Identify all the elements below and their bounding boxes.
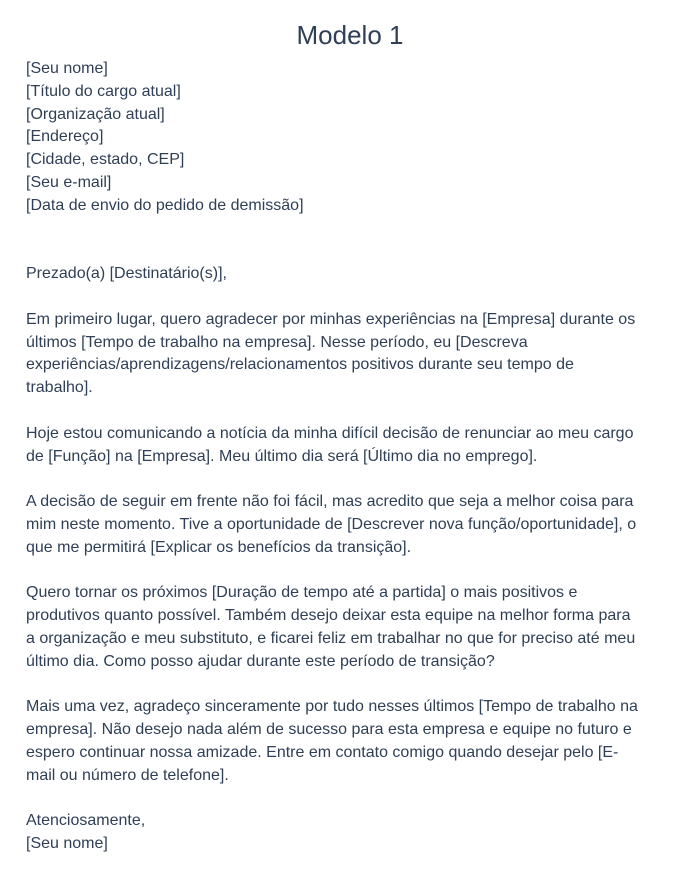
greeting-line: Prezado(a) [Destinatário(s)], (26, 265, 227, 283)
letter-body (26, 58, 676, 856)
sender-organization: [Organização atual] (26, 105, 165, 123)
sender-city-state-zip: [Cidade, estado, CEP] (26, 151, 185, 169)
paragraph-line: Mais uma vez, agradeço sinceramente por tudo nesses últimos [Tempo de trabalho na (26, 698, 638, 716)
sender-job-title: [Título do cargo atual] (26, 82, 181, 100)
paragraph-line: trabalho]. (26, 379, 93, 397)
paragraph-decision (26, 491, 676, 559)
paragraph-line: A decisão de seguir em frente não foi fácil, mas acredito que seja a melhor coisa para (26, 493, 634, 511)
paragraph-line: mim neste momento. Tive a oportunidade de [Descrever nova função/oportunidade], o (26, 515, 637, 533)
document-title: Modelo 1 (296, 20, 404, 50)
paragraph-line: que me permitirá [Explicar os benefícios da transição]. (26, 538, 412, 556)
closing-block (26, 810, 676, 856)
paragraph-line: mail ou número de telefone]. (26, 766, 229, 784)
paragraph-line: a organização e meu substituto, e ficarei feliz em trabalhar no que for preciso até meu (26, 629, 636, 647)
sender-email: [Seu e-mail] (26, 173, 112, 191)
paragraph-line: de [Função] na [Empresa]. Meu último dia será [Último dia no emprego]. (26, 447, 538, 465)
closing-line: Atenciosamente, (26, 812, 146, 830)
paragraph-line: experiências/aprendizagens/relacionamentos positivos durante seu tempo de (26, 356, 574, 374)
greeting (26, 263, 676, 286)
paragraph-transition (26, 582, 676, 673)
send-date: [Data de envio do pedido de demissão] (26, 196, 304, 214)
paragraph-gratitude (26, 309, 676, 400)
paragraph-line: espero continuar nossa amizade. Entre em contato comigo quando desejar pelo [E- (26, 743, 619, 761)
signature-line: [Seu nome] (26, 835, 108, 853)
sender-name: [Seu nome] (26, 60, 108, 77)
paragraph-line: produtivos quanto possível. Também desejo deixar esta equipe na melhor forma para (26, 607, 631, 625)
paragraph-line: Hoje estou comunicando a notícia da minha difícil decisão de renunciar ao meu cargo (26, 424, 634, 442)
paragraph-line: Quero tornar os próximos [Duração de tempo até a partida] o mais positivos e (26, 584, 578, 602)
paragraph-line: últimos [Tempo de trabalho na empresa]. Nesse período, eu [Descreva (26, 333, 528, 351)
paragraph-thanks (26, 696, 676, 787)
sender-block (26, 58, 676, 218)
paragraph-line: último dia. Como posso ajudar durante este período de transição? (26, 652, 495, 670)
sender-address: [Endereço] (26, 128, 104, 146)
paragraph-line: empresa]. Não desejo nada além de sucesso para esta empresa e equipe no futuro e (26, 721, 632, 739)
paragraph-line: Em primeiro lugar, quero agradecer por minhas experiências na [Empresa] durante os (26, 310, 636, 328)
paragraph-announcement (26, 423, 676, 469)
